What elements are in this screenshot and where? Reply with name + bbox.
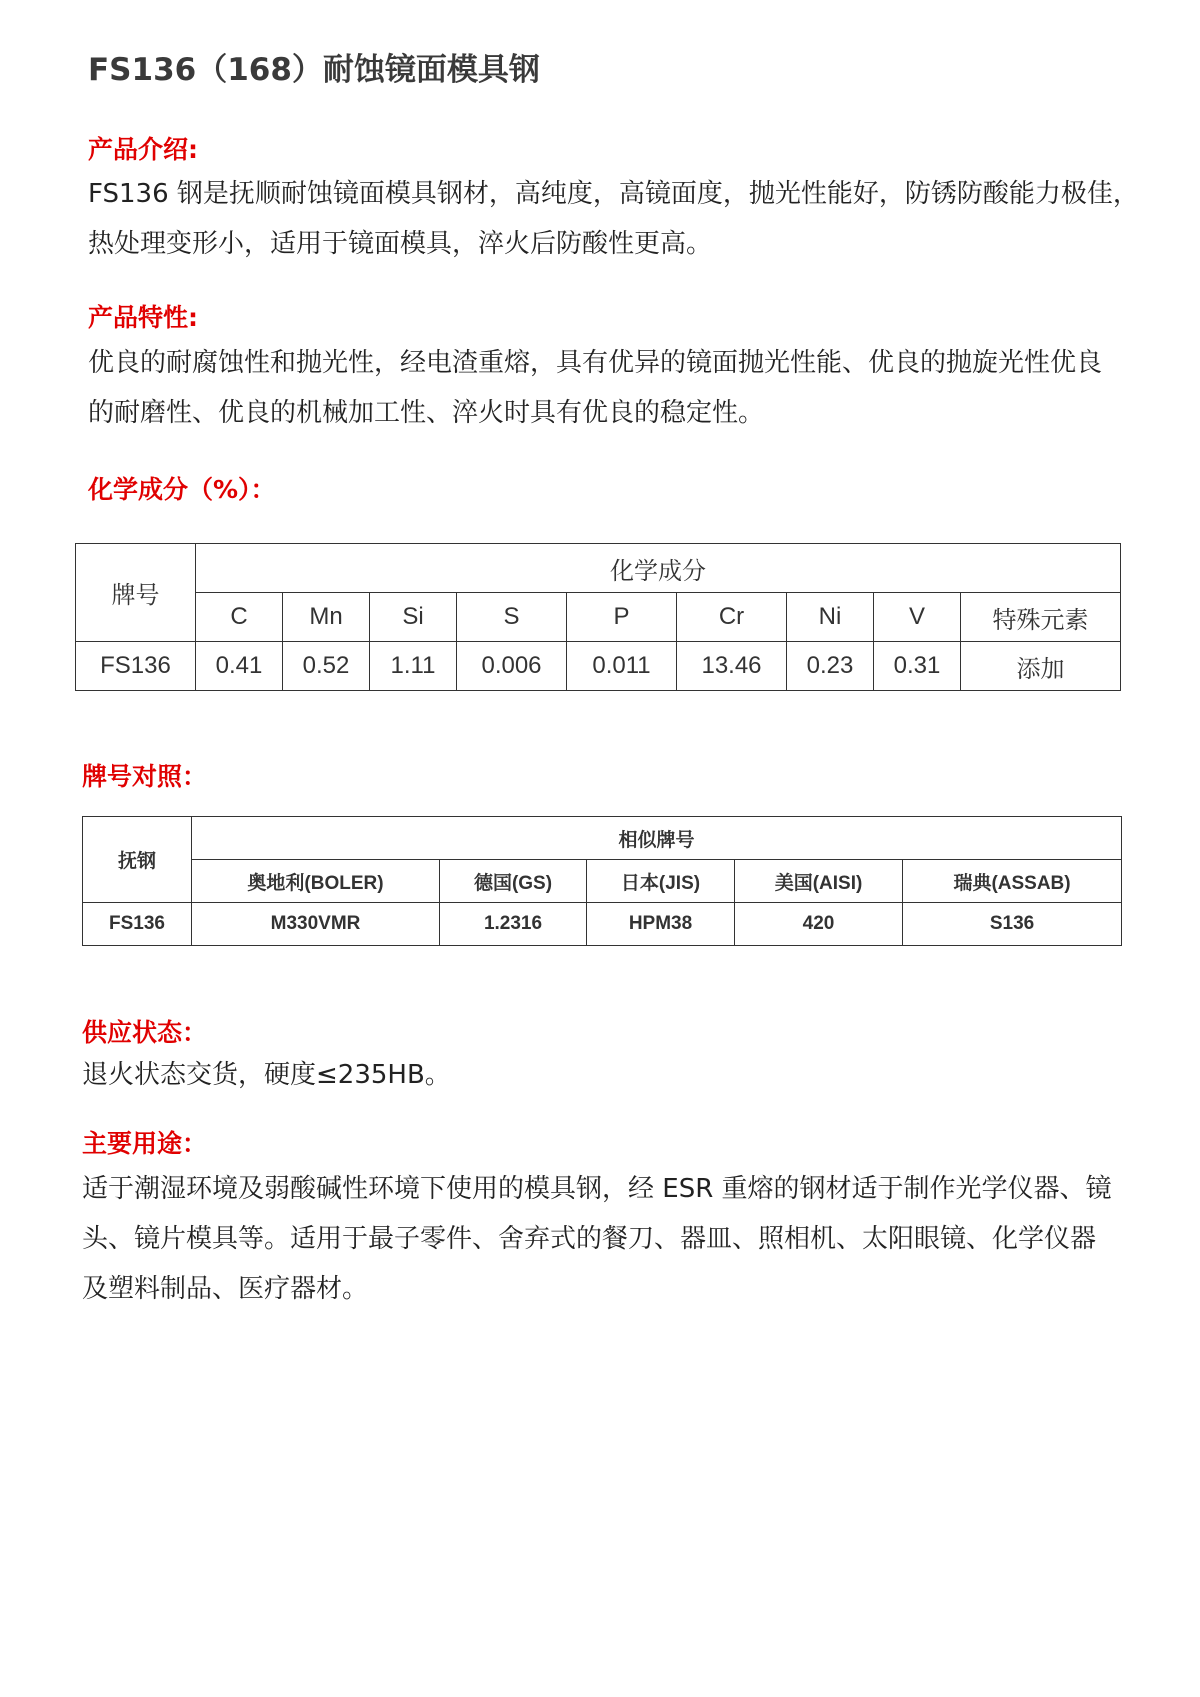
chem-value-cell: 0.41 [196,642,283,691]
usage-text [82,1164,1112,1314]
chem-value-cell: 添加 [961,642,1121,691]
comparison-value-cell: HPM38 [587,903,735,946]
comparison-grade-cell: FS136 [83,903,192,946]
intro-text [88,169,1139,269]
chem-grade-header: 牌号 [76,544,196,642]
chem-element-header: C [196,593,283,642]
supply-heading: 供应状态： [82,1018,208,1047]
chem-element-header: Mn [283,593,370,642]
table-row [76,642,1121,691]
intro-line: FS136 钢是抚顺耐蚀镜面模具钢材，高纯度，高镜面度，抛光性能好，防锈防酸能力极佳， [88,179,1139,209]
chem-element-header: Si [370,593,457,642]
comparison-standard-header: 美国(AISI) [735,860,903,903]
supply-text: 退火状态交货，硬度≤235HB。 [82,1060,451,1090]
comparison-heading: 牌号对照： [82,762,208,791]
comparison-standard-header: 奥地利(BOLER) [192,860,440,903]
intro-line: 热处理变形小，适用于镜面模具，淬火后防酸性更高。 [88,229,713,259]
chem-value-cell: 1.11 [370,642,457,691]
chem-element-header: S [457,593,567,642]
chem-value-cell: 0.006 [457,642,567,691]
usage-line: 头、镜片模具等。适用于最子零件、舍弃式的餐刀、器皿、照相机、太阳眼镜、化学仪器 [82,1224,1097,1254]
table-row [83,903,1122,946]
chem-group-header: 化学成分 [196,544,1121,593]
comparison-value-cell: 420 [735,903,903,946]
chem-element-header: P [567,593,677,642]
comparison-grade-header: 抚钢 [83,817,192,903]
comparison-value-cell: 1.2316 [440,903,587,946]
features-text [88,338,1102,438]
usage-line: 及塑料制品、医疗器材。 [82,1274,369,1304]
features-heading: 产品特性: [88,303,198,332]
chemistry-heading: 化学成分（%）： [88,475,276,504]
chem-value-cell: 13.46 [677,642,787,691]
comparison-value-cell: M330VMR [192,903,440,946]
comparison-standard-header: 日本(JIS) [587,860,735,903]
chem-element-header: V [874,593,961,642]
usage-heading: 主要用途： [82,1129,208,1158]
comparison-standard-header: 德国(GS) [440,860,587,903]
chem-value-cell: 0.52 [283,642,370,691]
chemistry-table [75,543,1121,691]
chem-grade-cell: FS136 [76,642,196,691]
chem-value-cell: 0.23 [787,642,874,691]
chem-value-cell: 0.31 [874,642,961,691]
chem-element-header: Ni [787,593,874,642]
intro-heading: 产品介绍: [88,135,198,164]
chem-element-header: Cr [677,593,787,642]
comparison-value-cell: S136 [903,903,1122,946]
features-line: 优良的耐腐蚀性和抛光性，经电渣重熔，具有优异的镜面抛光性能、优良的抛旋光性优良 [88,348,1103,378]
features-line: 的耐磨性、优良的机械加工性、淬火时具有优良的稳定性。 [88,398,765,428]
comparison-standard-header: 瑞典(ASSAB) [903,860,1122,903]
comparison-group-header: 相似牌号 [192,817,1122,860]
usage-line: 适于潮湿环境及弱酸碱性环境下使用的模具钢，经 ESR 重熔的钢材适于制作光学仪器、镜 [82,1174,1112,1204]
page-title: FS136（168）耐蚀镜面模具钢 [88,52,540,88]
chem-value-cell: 0.011 [567,642,677,691]
comparison-table [82,816,1122,946]
chem-element-header: 特殊元素 [961,593,1121,642]
